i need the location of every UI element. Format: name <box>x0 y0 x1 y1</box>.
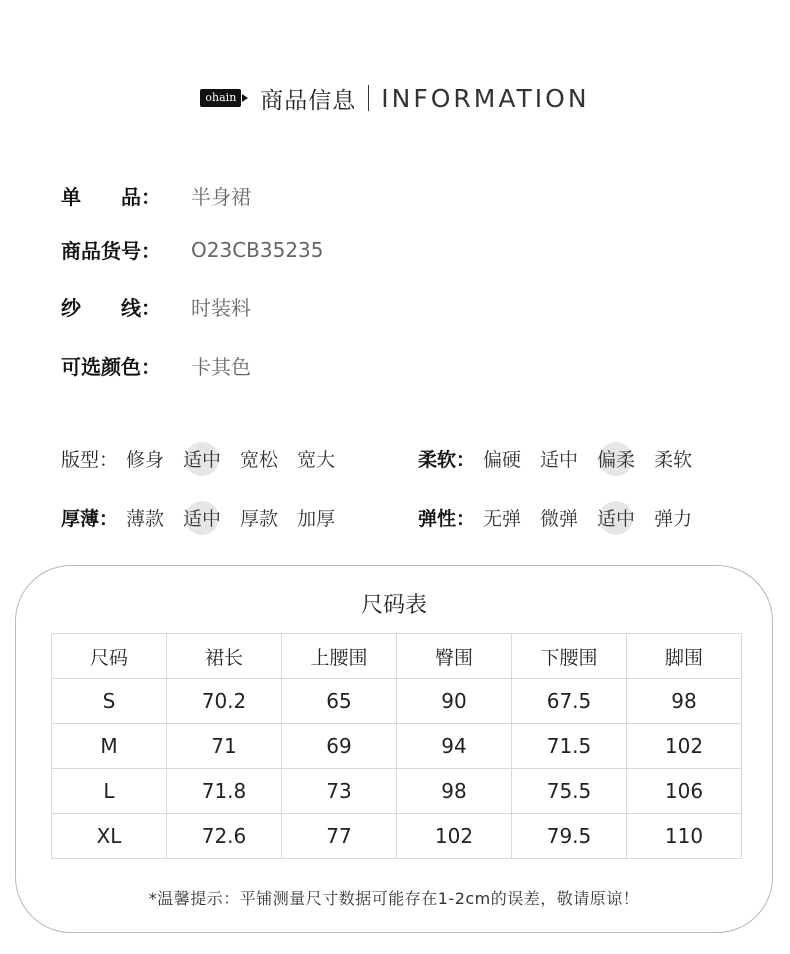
table-cell: 71.8 <box>167 769 282 814</box>
table-cell: 72.6 <box>167 814 282 859</box>
info-label: 单 品： <box>61 185 161 209</box>
attr-option: 宽松 <box>240 449 279 471</box>
table-cell: 73 <box>282 769 397 814</box>
measurement-note: *温馨提示：平铺测量尺寸数据可能存在1-2cm的误差，敬请原谅！ <box>148 889 640 908</box>
info-value: 半身裙 <box>191 185 251 209</box>
table-header-cell: 裙长 <box>167 634 282 679</box>
table-cell: 67.5 <box>512 679 627 724</box>
info-label: 纱 线： <box>61 296 161 320</box>
attr-option: 无弹 <box>483 508 522 530</box>
attr-fit <box>61 445 354 472</box>
header-title-en: INFORMATION <box>381 83 590 113</box>
attr-thickness <box>61 504 354 531</box>
attr-softness-label: 柔软： <box>418 449 476 471</box>
attr-option: 加厚 <box>297 508 336 530</box>
table-cell: 75.5 <box>512 769 627 814</box>
size-chart-card <box>15 565 773 933</box>
table-cell: 71.5 <box>512 724 627 769</box>
table-cell: 102 <box>627 724 742 769</box>
info-value: O23CB35235 <box>191 237 324 262</box>
attr-option: 薄款 <box>126 508 165 530</box>
play-triangle-icon <box>242 94 248 102</box>
info-label: 可选颜色： <box>61 355 161 379</box>
table-cell: S <box>52 679 167 724</box>
header-divider <box>368 85 369 111</box>
attr-elasticity <box>418 504 711 531</box>
table-header-cell: 下腰围 <box>512 634 627 679</box>
attr-option-selected: 适中 <box>597 504 635 531</box>
size-chart-title: 尺码表 <box>360 593 427 618</box>
table-row <box>52 814 742 859</box>
table-cell: 110 <box>627 814 742 859</box>
table-header-row <box>52 634 742 679</box>
info-row-yarn <box>61 292 251 321</box>
table-cell: 90 <box>397 679 512 724</box>
attr-option-selected: 偏柔 <box>597 445 635 472</box>
table-cell: 77 <box>282 814 397 859</box>
info-value: 时装料 <box>191 296 251 320</box>
attr-softness <box>418 445 711 472</box>
table-cell: 70.2 <box>167 679 282 724</box>
table-header-cell: 上腰围 <box>282 634 397 679</box>
table-cell: XL <box>52 814 167 859</box>
attr-option: 适中 <box>540 449 579 471</box>
attr-thickness-label: 厚薄： <box>61 508 119 530</box>
table-header-cell: 尺码 <box>52 634 167 679</box>
brand-logo <box>200 89 248 107</box>
attr-elasticity-label: 弹性： <box>418 508 476 530</box>
table-header-cell: 脚围 <box>627 634 742 679</box>
info-row-color <box>61 351 251 380</box>
info-header <box>0 78 790 118</box>
brand-logo-text: ohain <box>200 89 241 107</box>
info-label: 商品货号： <box>61 239 161 263</box>
attr-option: 弹力 <box>654 508 693 530</box>
attr-option-selected: 适中 <box>183 445 221 472</box>
table-row <box>52 724 742 769</box>
table-cell: 71 <box>167 724 282 769</box>
attr-option-selected: 适中 <box>183 504 221 531</box>
attr-option: 偏硬 <box>483 449 522 471</box>
attr-option: 宽大 <box>297 449 336 471</box>
table-cell: 79.5 <box>512 814 627 859</box>
table-cell: L <box>52 769 167 814</box>
table-cell: 98 <box>397 769 512 814</box>
size-chart-table <box>51 633 742 859</box>
table-cell: 69 <box>282 724 397 769</box>
table-row <box>52 679 742 724</box>
header-title-cn: 商品信息 <box>260 87 357 114</box>
table-cell: M <box>52 724 167 769</box>
info-value: 卡其色 <box>191 355 251 379</box>
table-cell: 106 <box>627 769 742 814</box>
attr-option: 厚款 <box>240 508 279 530</box>
table-header-cell: 臀围 <box>397 634 512 679</box>
table-cell: 94 <box>397 724 512 769</box>
attr-option: 微弹 <box>540 508 579 530</box>
table-cell: 102 <box>397 814 512 859</box>
table-cell: 65 <box>282 679 397 724</box>
info-row-item-number <box>61 235 324 264</box>
attr-fit-label: 版型： <box>61 449 119 471</box>
table-cell: 98 <box>627 679 742 724</box>
info-row-product <box>61 181 251 210</box>
attr-option: 修身 <box>126 449 165 471</box>
table-row <box>52 769 742 814</box>
attr-option: 柔软 <box>654 449 693 471</box>
